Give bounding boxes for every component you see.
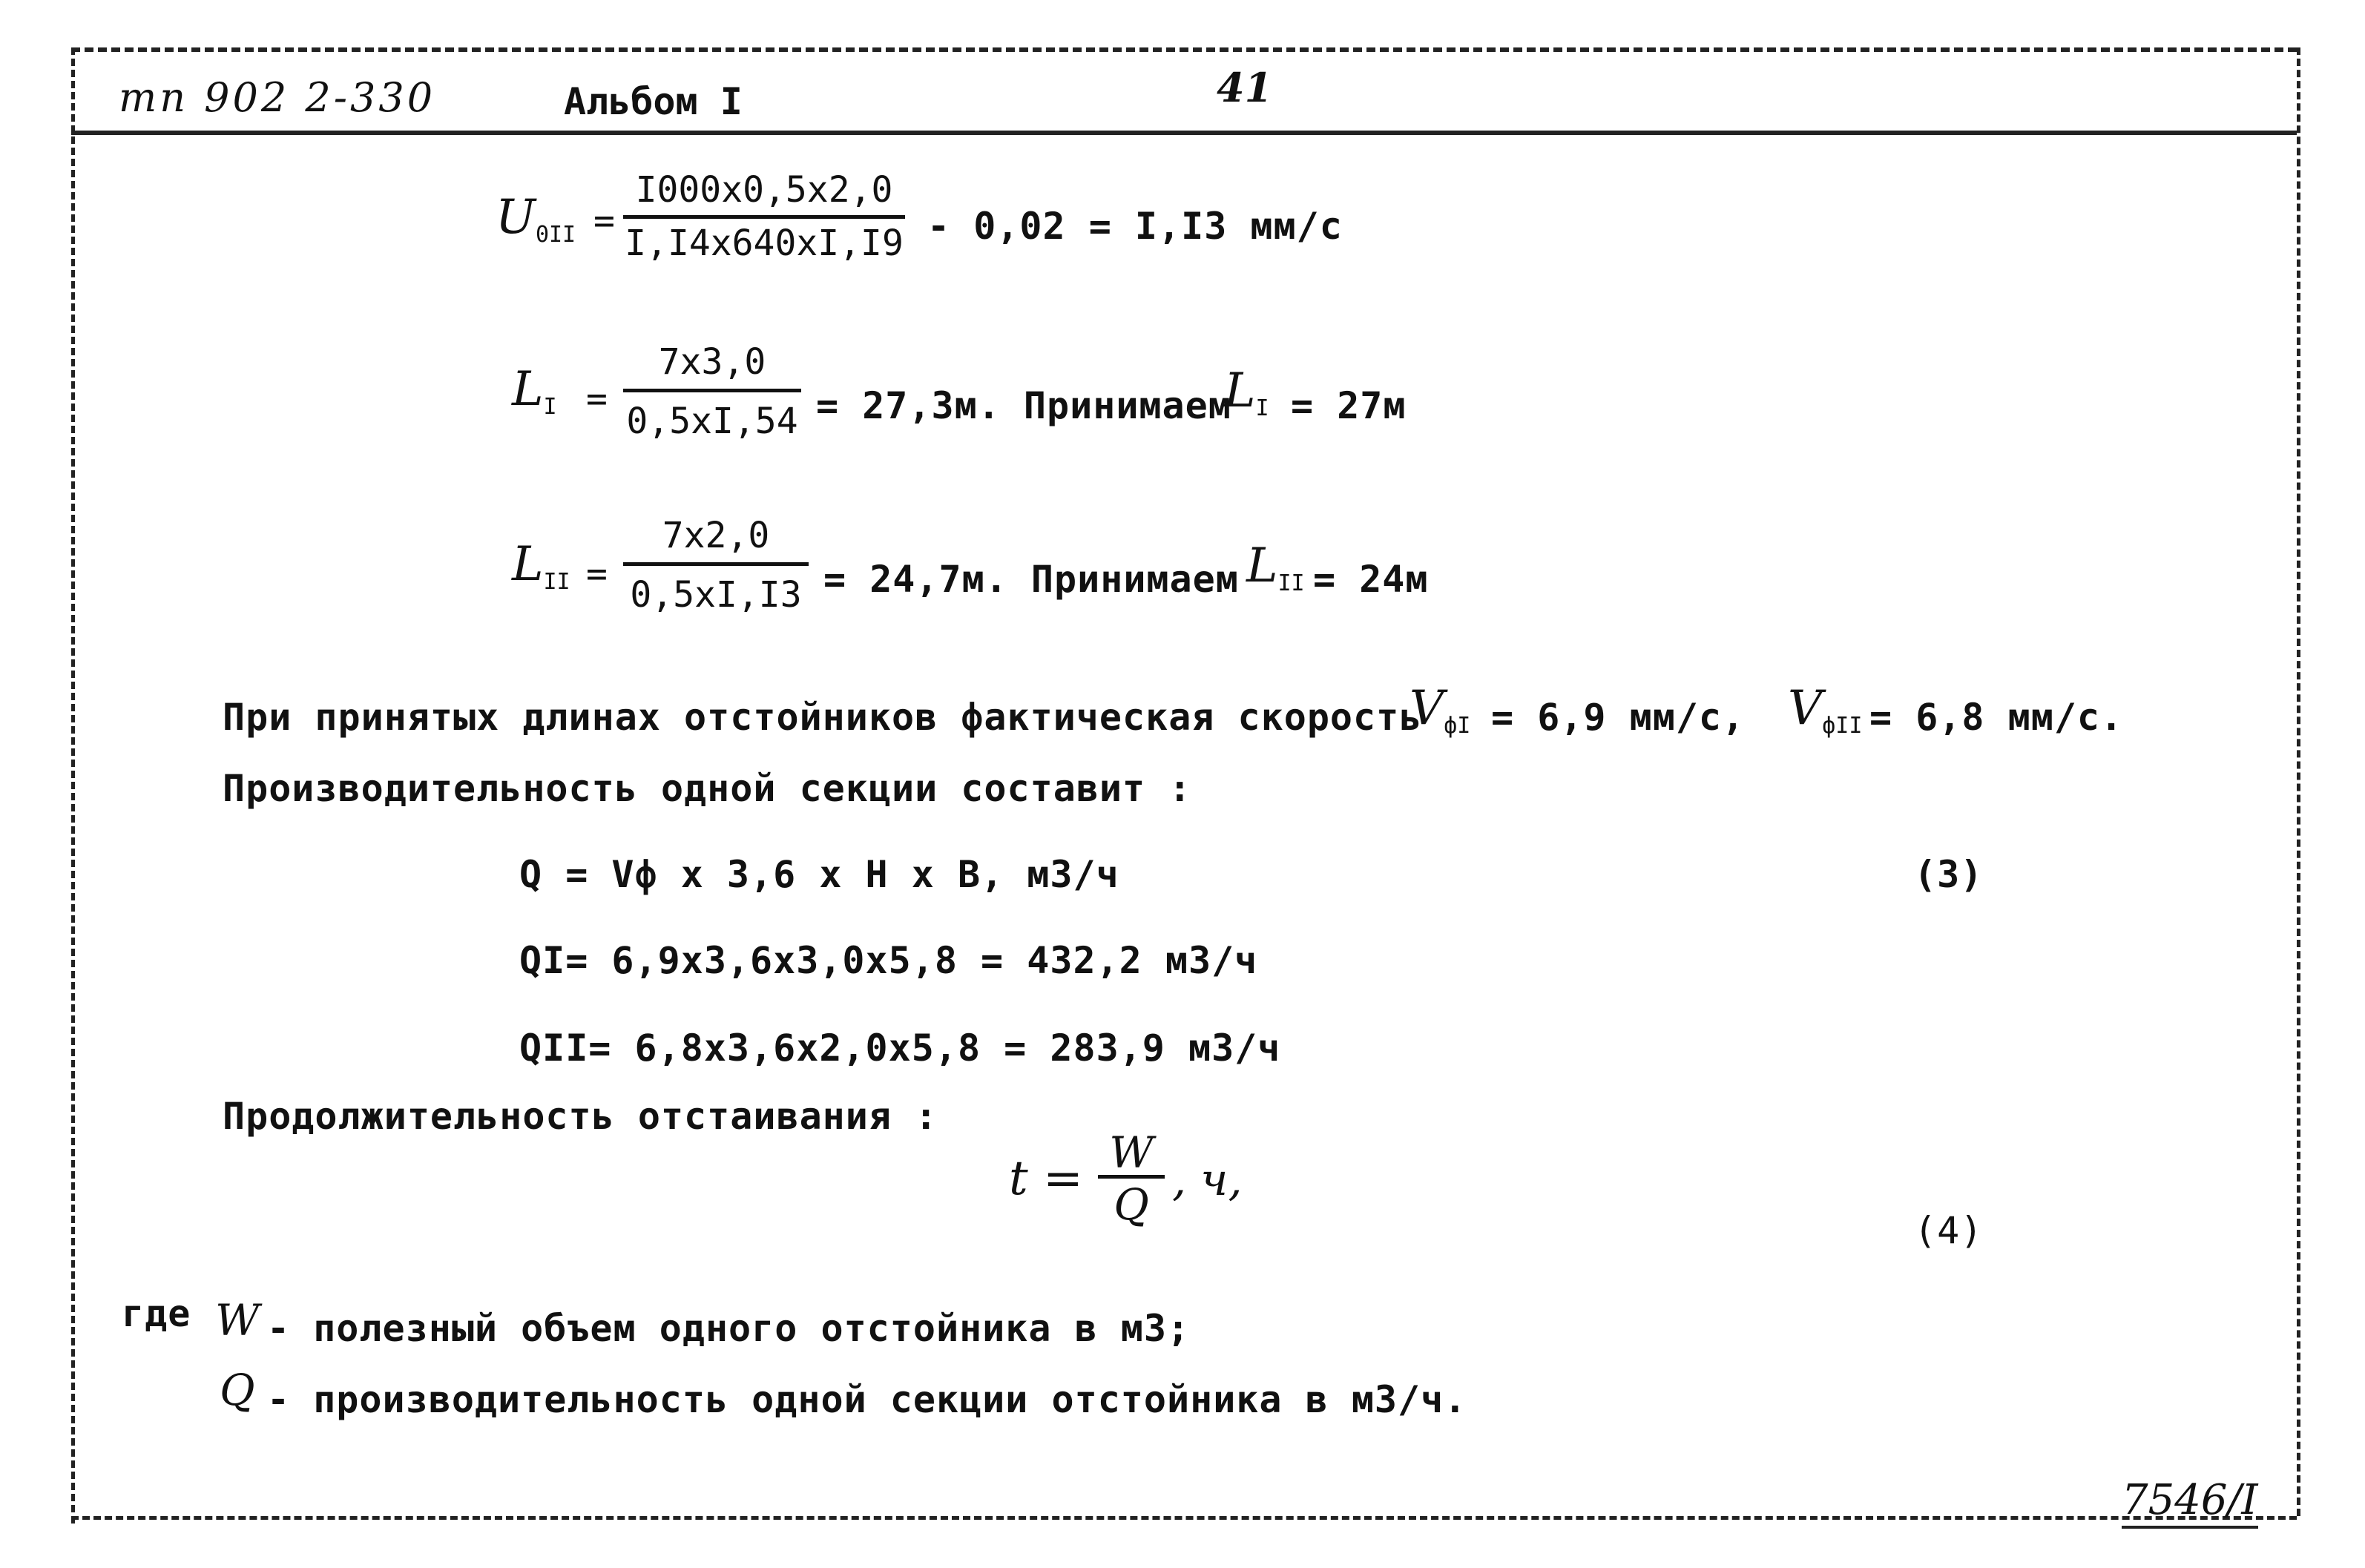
frame-right-border xyxy=(2297,47,2300,1516)
q2-formula: QII= 6,8x3,6x2,0x5,8 = 283,9 м3/ч xyxy=(519,1027,1281,1070)
header-rule xyxy=(71,131,2297,135)
doc-code: тп 902 2-330 xyxy=(119,74,436,121)
t-numerator: W xyxy=(1109,1127,1154,1178)
u0-symbol: U xyxy=(496,190,536,245)
productivity-sentence: Производительность одной секции составит : xyxy=(223,767,1192,810)
v1-subscript: фI xyxy=(1444,713,1471,739)
q-formula: Q = Vф x 3,6 x H x B, м3/ч xyxy=(519,853,1119,896)
frame-top-border xyxy=(71,47,2297,52)
velocity-sentence: При принятых длинах отстойников фактическая скорость xyxy=(223,696,1423,739)
v1-symbol: V xyxy=(1410,681,1444,736)
l1-accept-tail: = 27м xyxy=(1291,384,1407,427)
q-description: - производительность одной секции отстойника в м3/ч. xyxy=(267,1378,1467,1421)
l1-accept-symbol: L xyxy=(1224,363,1256,418)
u0-subscript: 0II xyxy=(535,222,576,248)
t-left: t = xyxy=(1009,1151,1083,1206)
page-number: 41 xyxy=(1217,64,1273,111)
u0-numerator: I000x0,5x2,0 xyxy=(635,169,893,211)
v2-symbol: V xyxy=(1788,681,1823,736)
u0-denominator: I,I4x640xI,I9 xyxy=(625,223,904,264)
l1-accept-subscript: I xyxy=(1255,395,1269,421)
t-tail: , ч, xyxy=(1172,1154,1243,1206)
l1-denominator: 0,5xI,54 xyxy=(626,401,798,442)
t-fraction xyxy=(1098,1127,1165,1230)
l2-subscript: II xyxy=(543,569,570,595)
l2-tail: = 24,7м. Принимаем xyxy=(823,558,1239,601)
l2-symbol: L xyxy=(512,537,544,592)
l1-subscript: I xyxy=(543,394,557,420)
w-description: - полезный объем одного отстойника в м3; xyxy=(267,1307,1191,1350)
l2-accept-tail: = 24м xyxy=(1313,558,1429,601)
q-symbol: Q xyxy=(220,1365,255,1415)
l2-numerator: 7x2,0 xyxy=(662,515,770,556)
where-label: где xyxy=(122,1292,191,1335)
v1-value: = 6,9 мм/с, xyxy=(1491,696,1746,739)
q1-formula: QI= 6,9x3,6x3,0x5,8 = 432,2 м3/ч xyxy=(519,939,1258,982)
l2-accept-symbol: L xyxy=(1246,538,1278,593)
frame-left-border xyxy=(71,47,75,1523)
l1-fraction xyxy=(623,341,801,452)
v2-value: = 6,8 мм/с. xyxy=(1869,696,2124,739)
footer-stamp: 7546/I xyxy=(2122,1476,2258,1529)
l1-symbol: L xyxy=(512,362,544,417)
l2-fraction xyxy=(623,515,809,626)
frame-bottom-border xyxy=(71,1516,2297,1520)
l2-denominator: 0,5xI,I3 xyxy=(630,574,802,616)
u0-tail: - 0,02 = I,I3 мм/с xyxy=(927,205,1343,248)
l2-accept-subscript: II xyxy=(1277,570,1305,596)
settling-sentence: Продолжительность отстаивания : xyxy=(223,1095,938,1138)
album-label: Альбом I xyxy=(564,80,743,123)
q-formula-number: (3) xyxy=(1914,853,1984,896)
t-denominator: Q xyxy=(1114,1179,1149,1230)
t-formula-number: (4) xyxy=(1914,1209,1984,1252)
v2-subscript: фII xyxy=(1822,713,1863,739)
w-symbol: W xyxy=(215,1295,260,1345)
l1-tail: = 27,3м. Принимаем xyxy=(816,384,1231,427)
l1-numerator: 7x3,0 xyxy=(658,341,766,383)
u0-fraction xyxy=(623,169,905,273)
